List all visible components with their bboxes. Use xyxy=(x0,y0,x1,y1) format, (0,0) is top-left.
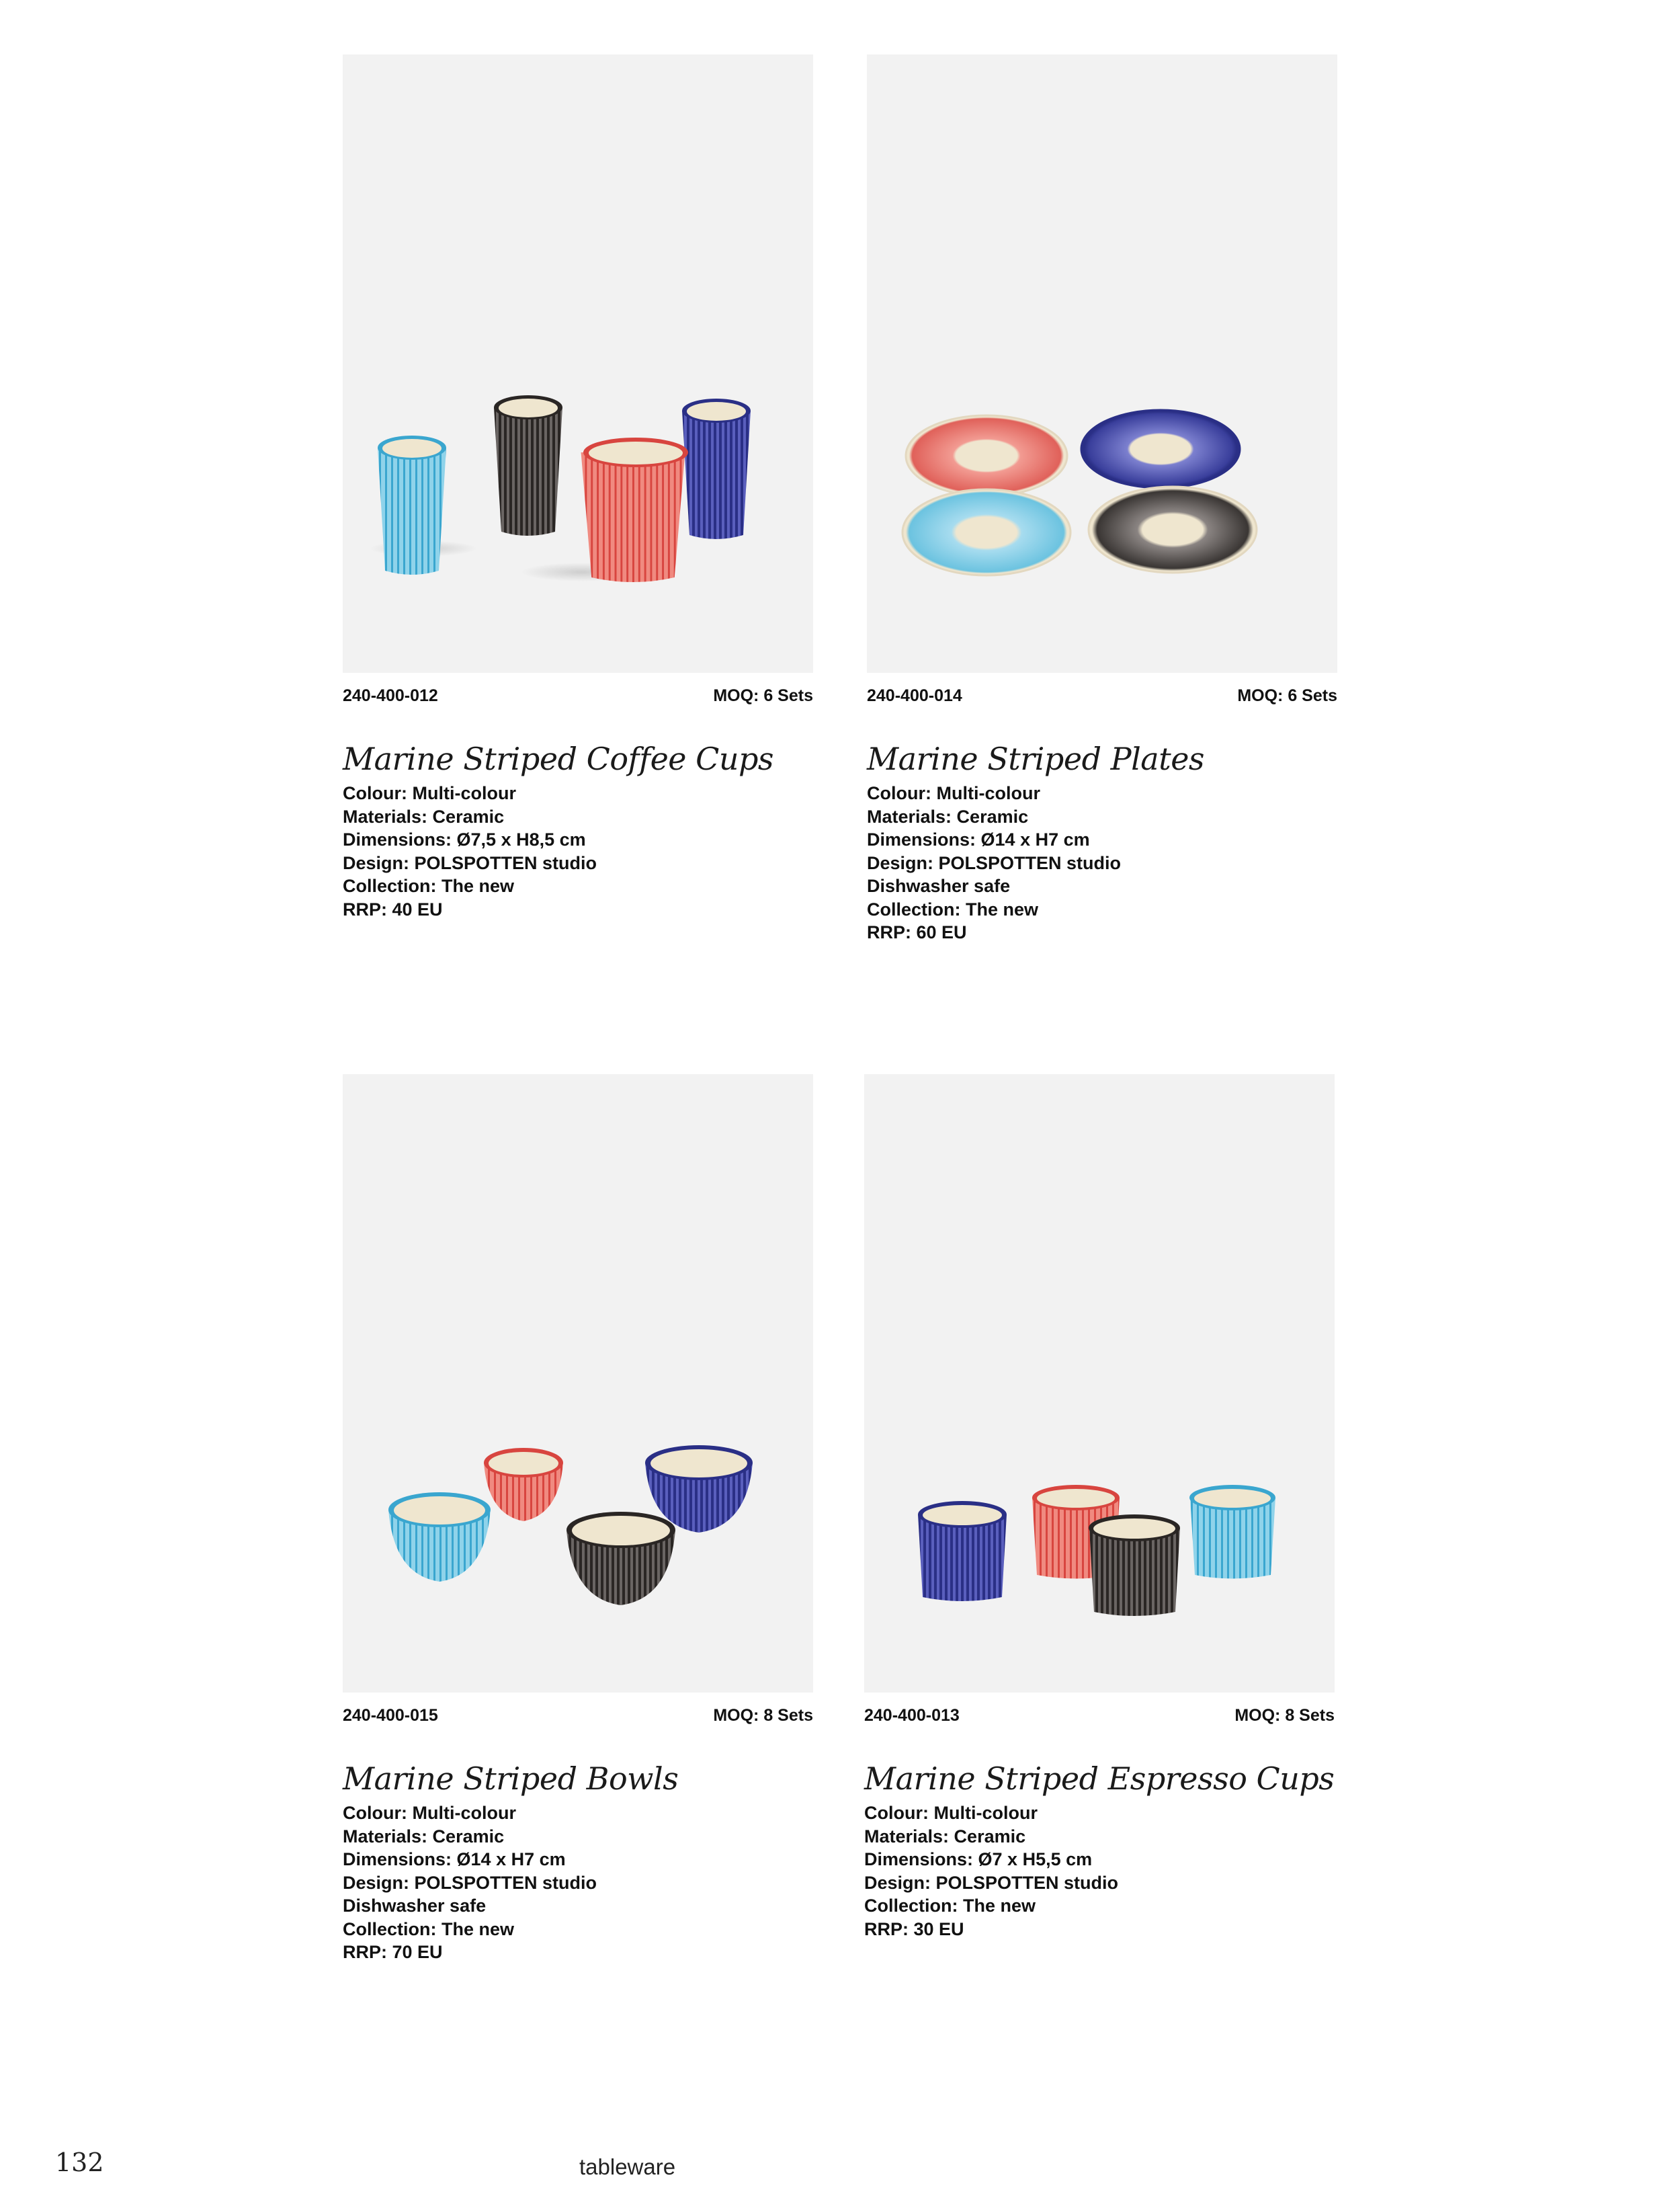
spec-rrp: RRP: 70 EU xyxy=(343,1942,443,1962)
product-sku: 240-400-014 xyxy=(867,686,962,705)
spec-dishwasher: Dishwasher safe xyxy=(867,876,1011,896)
product-moq: MOQ: 6 Sets xyxy=(1237,686,1337,705)
spec-dimensions: Dimensions: Ø14 x H7 cm xyxy=(867,829,1090,850)
spec-design: Design: POLSPOTTEN studio xyxy=(867,852,1122,873)
product-specs xyxy=(343,1801,813,1964)
section-label: tableware xyxy=(579,2154,676,2179)
product-photo-espresso-cups xyxy=(864,1074,1335,1693)
product-title: Marine Striped Coffee Cups xyxy=(343,741,774,777)
product-card-espresso-cups xyxy=(864,1074,1335,1941)
spec-materials: Materials: Ceramic xyxy=(864,1826,1026,1846)
product-meta-row xyxy=(867,686,1337,713)
product-meta-row xyxy=(343,686,813,713)
spec-rrp: RRP: 60 EU xyxy=(867,922,967,942)
product-specs xyxy=(864,1801,1335,1941)
spec-design: Design: POLSPOTTEN studio xyxy=(864,1872,1119,1893)
product-sku: 240-400-015 xyxy=(343,1706,438,1725)
product-title: Marine Striped Bowls xyxy=(343,1760,679,1797)
product-meta-row xyxy=(343,1706,813,1733)
product-card-coffee-cups xyxy=(343,54,813,921)
product-title: Marine Striped Espresso Cups xyxy=(864,1760,1335,1797)
product-card-plates xyxy=(867,54,1337,944)
spec-dimensions: Dimensions: Ø14 x H7 cm xyxy=(343,1849,566,1869)
spec-colour: Colour: Multi-colour xyxy=(343,783,516,803)
spec-colour: Colour: Multi-colour xyxy=(343,1803,516,1823)
product-title: Marine Striped Plates xyxy=(867,741,1205,777)
spec-colour: Colour: Multi-colour xyxy=(867,783,1040,803)
spec-materials: Materials: Ceramic xyxy=(343,1826,505,1846)
product-photo-plates xyxy=(867,54,1337,673)
spec-collection: Collection: The new xyxy=(343,1918,515,1939)
spec-materials: Materials: Ceramic xyxy=(867,806,1029,827)
spec-dimensions: Dimensions: Ø7,5 x H8,5 cm xyxy=(343,829,586,850)
spec-collection: Collection: The new xyxy=(864,1896,1036,1916)
spec-design: Design: POLSPOTTEN studio xyxy=(343,852,597,873)
spec-rrp: RRP: 40 EU xyxy=(343,899,443,920)
product-sku: 240-400-013 xyxy=(864,1706,960,1725)
product-photo-coffee-cups xyxy=(343,54,813,673)
spec-materials: Materials: Ceramic xyxy=(343,806,505,827)
spec-collection: Collection: The new xyxy=(867,899,1039,920)
product-photo-bowls xyxy=(343,1074,813,1693)
spec-dishwasher: Dishwasher safe xyxy=(343,1896,487,1916)
product-moq: MOQ: 6 Sets xyxy=(713,686,813,705)
product-specs xyxy=(867,782,1337,944)
product-sku: 240-400-012 xyxy=(343,686,438,705)
page-number: 132 xyxy=(55,2148,104,2177)
product-specs xyxy=(343,782,813,921)
spec-rrp: RRP: 30 EU xyxy=(864,1918,964,1939)
product-meta-row xyxy=(864,1706,1335,1733)
spec-design: Design: POLSPOTTEN studio xyxy=(343,1872,597,1893)
spec-collection: Collection: The new xyxy=(343,876,515,896)
product-moq: MOQ: 8 Sets xyxy=(713,1706,813,1725)
product-moq: MOQ: 8 Sets xyxy=(1234,1706,1335,1725)
spec-colour: Colour: Multi-colour xyxy=(864,1803,1038,1823)
product-card-bowls xyxy=(343,1074,813,1964)
spec-dimensions: Dimensions: Ø7 x H5,5 cm xyxy=(864,1849,1093,1869)
